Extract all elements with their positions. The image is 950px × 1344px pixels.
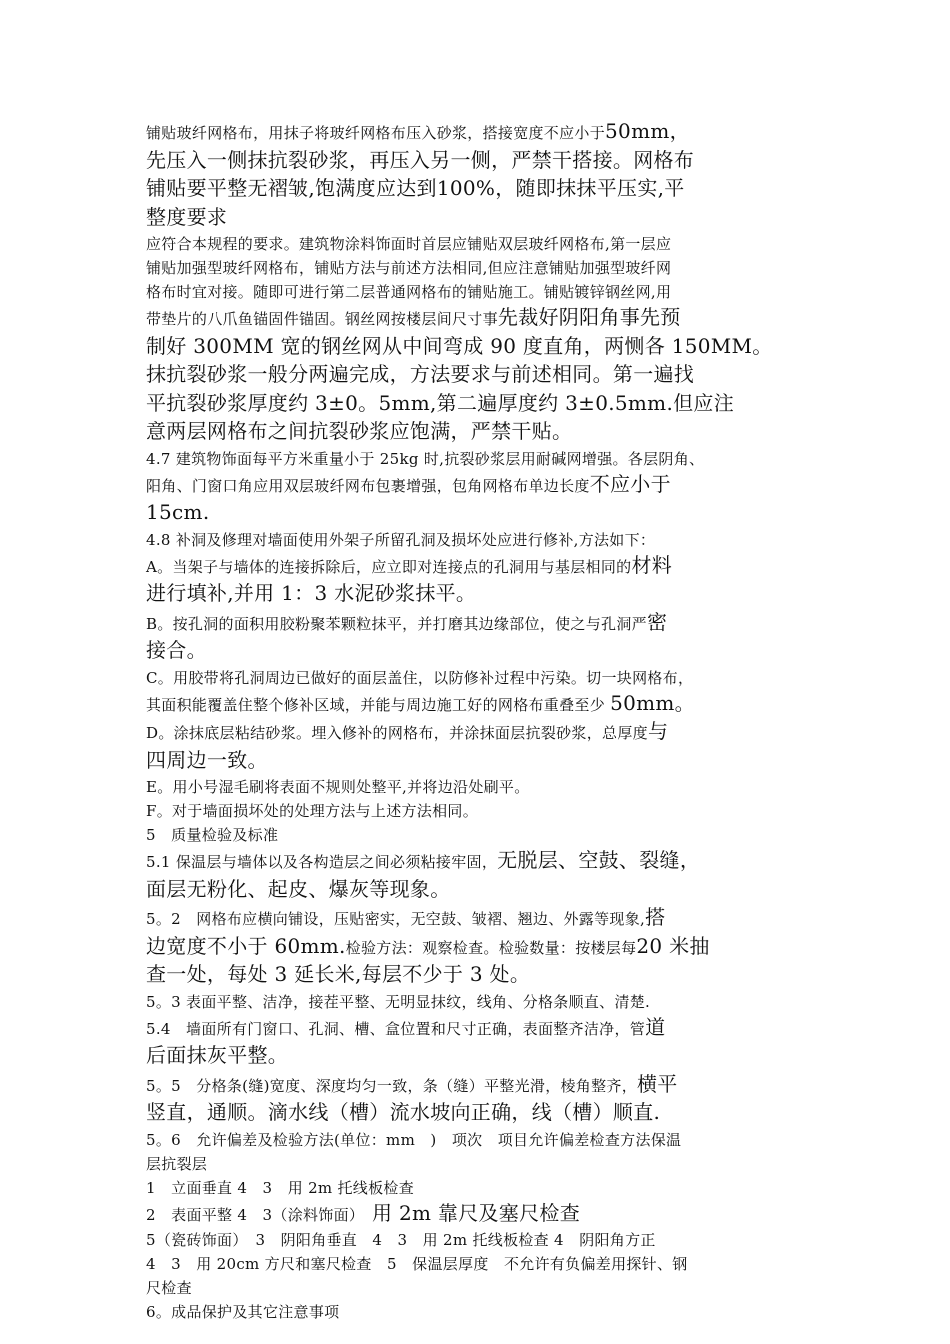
text-segment: 四周边一致。 — [146, 747, 268, 772]
text-segment: 4.8 补洞及修理对墙面使用外架子所留孔洞及损坏处应进行修补,方法如下： — [146, 530, 656, 549]
text-segment: B。按孔洞的面积用胶粉聚苯颗粒抹平，并打磨其边缘部位，使之与孔洞严 — [146, 614, 647, 633]
text-segment: 意两层网格布之间抗裂砂浆应饱满，严禁干贴。 — [146, 419, 573, 443]
text-line — [146, 580, 816, 609]
text-line — [146, 471, 816, 500]
text-line — [146, 1099, 816, 1128]
text-segment: C。用胶带将孔洞周边已做好的面层盖住，以防修补过程中污染。切一块网格布， — [146, 668, 694, 687]
text-line — [146, 747, 816, 776]
text-segment: 平抗裂砂浆厚度约 3±0。5mm,第二遍厚度约 3±0.5mm.但应注 — [146, 390, 735, 415]
text-line — [146, 333, 816, 362]
text-line — [146, 904, 816, 933]
text-segment: 无脱层、空鼓、裂缝， — [497, 848, 701, 872]
text-line — [146, 1176, 816, 1200]
text-line — [146, 823, 816, 847]
text-segment: 边宽度不小于 60mm. — [146, 933, 346, 958]
text-segment: 5。2 网格布应横向铺设，压贴密实，无空鼓、皱褶、翘边、外露等现象, — [146, 910, 646, 928]
text-segment: 50mm。 — [610, 690, 695, 715]
text-segment: 5 质量检验及标准 — [146, 826, 279, 844]
text-segment: 阳角、门窗口角应用双层玻纤网布包裹增强，包角网格布单边长度 — [146, 476, 590, 495]
text-segment: 5。5 分格条(缝)宽度、深度均匀一致，条（缝）平整光滑，棱角整齐， — [146, 1076, 637, 1095]
text-segment: 50mm， — [605, 119, 690, 143]
text-line — [146, 528, 816, 552]
text-segment: 不应小于 — [589, 471, 671, 496]
text-line — [146, 361, 816, 390]
text-line — [146, 1300, 816, 1324]
text-line — [146, 690, 816, 719]
text-segment: 横平 — [637, 1071, 678, 1096]
text-segment: 4.7 建筑物饰面每平方米重量小于 25kg 时,抗裂砂浆层用耐碱网增强。各层阴角、 — [146, 449, 705, 468]
text-line — [146, 1042, 816, 1071]
text-segment: 应符合本规程的要求。建筑物涂料饰面时首层应铺贴双层玻纤网格布,第一层应 — [146, 235, 672, 253]
text-line — [146, 961, 816, 990]
text-segment: 铺贴加强型玻纤网格布，铺贴方法与前述方法相同,但应注意铺贴加强型玻纤网 — [146, 259, 672, 277]
text-segment: 层抗裂层 — [146, 1154, 208, 1173]
text-line — [146, 876, 816, 905]
text-line — [146, 1200, 816, 1229]
text-segment: 先压入一侧抹抗裂砂浆，再压入另一侧，严禁干搭接。网格布 — [146, 147, 695, 172]
text-segment: 5（瓷砖饰面） 3 阴阳角垂直 4 3 用 2m 托线板检查 4 阴阳角方正 — [146, 1231, 656, 1249]
text-segment: 15cm. — [146, 500, 210, 524]
text-segment: 铺贴玻纤网格布，用抹子将玻纤网格布压入砂浆，搭接宽度不应小于 — [146, 124, 606, 142]
text-line — [146, 499, 816, 528]
text-line — [146, 552, 816, 581]
text-segment: 制好 300MM 宽的钢丝网从中间弯成 90 度直角，两恻各 150MM。 — [146, 333, 773, 358]
text-line — [146, 280, 816, 304]
text-line — [146, 990, 816, 1014]
text-line — [146, 256, 816, 280]
text-segment: 竖直，通顺。滴水线（槽）流水坡向正确，线（槽）顺直. — [146, 1100, 661, 1124]
text-line — [146, 799, 816, 823]
text-line — [146, 1128, 816, 1152]
text-segment: 4 3 用 20cm 方尺和塞尺检查 5 保温层厚度 不允许有负偏差用探针、钢 — [146, 1255, 688, 1273]
text-segment: 整度要求 — [146, 204, 228, 229]
text-segment: 2 表面平整 4 3（涂料饰面） — [146, 1205, 372, 1224]
text-segment: 其面积能覆盖住整个修补区域，并能与周边施工好的网格布重叠至少 — [146, 695, 611, 714]
text-segment: 材料 — [631, 552, 673, 577]
text-line — [146, 666, 816, 690]
text-segment: 6。成品保护及其它注意事项 — [146, 1303, 340, 1321]
text-segment: 用 2m 靠尺及塞尺检查 — [372, 1200, 581, 1225]
text-segment: 面层无粉化、起皮、爆灰等现象。 — [146, 876, 451, 901]
text-line — [146, 847, 816, 876]
text-segment: D。涂抹底层粘结砂浆。埋入修补的网格布，并涂抹面层抗裂砂浆，总厚度 — [146, 724, 648, 742]
text-line — [146, 1276, 816, 1300]
document-body — [146, 118, 816, 1324]
text-segment: A。当架子与墙体的连接拆除后，应立即对连接点的孔洞用与基层相同的 — [146, 557, 632, 576]
text-segment: 格布时宜对接。随即可进行第二层普通网格布的铺贴施工。铺贴镀锌钢丝网,用 — [146, 283, 672, 301]
text-segment: 5。3 表面平整、洁净，接茬平整、无明显抹纹，线角、分格条顺直、清楚. — [146, 992, 651, 1011]
text-line — [146, 1152, 816, 1176]
text-line — [146, 147, 816, 176]
text-segment: 检验方法：观察检查。检验数量：按楼层每 — [345, 938, 637, 957]
text-line — [146, 1252, 816, 1276]
text-segment: 进行填补,并用 1：3 水泥砂浆抹平。 — [146, 581, 477, 605]
text-line — [146, 933, 816, 962]
text-segment: 带垫片的八爪鱼锚固件锚固。钢丝网按楼层间尺寸事 — [146, 310, 498, 328]
text-segment: 尺检查 — [146, 1279, 192, 1297]
text-segment: 密 — [646, 609, 668, 634]
text-line — [146, 204, 816, 233]
text-segment: 后面抹灰平整。 — [146, 1043, 289, 1067]
text-segment: 铺贴要平整无褶皱,饱满度应达到100%，随即抹抹平压实,平 — [146, 176, 685, 200]
text-segment: 20 米抽 — [636, 933, 710, 958]
text-segment: 道 — [645, 1014, 666, 1039]
text-segment: F。对于墙面损坏处的处理方法与上述方法相同。 — [146, 802, 479, 820]
text-segment: E。用小号湿毛刷将表面不规则处整平,并将边沿处刷平。 — [146, 778, 530, 796]
text-line — [146, 718, 816, 747]
text-line — [146, 304, 816, 333]
text-line — [146, 118, 816, 147]
text-line — [146, 390, 816, 419]
text-line — [146, 232, 816, 256]
text-line — [146, 1228, 816, 1252]
text-segment: 查一处，每处 3 延长米,每层不少于 3 处。 — [146, 962, 531, 986]
text-line — [146, 175, 816, 204]
text-line — [146, 1071, 816, 1100]
text-line — [146, 1014, 816, 1043]
text-segment: 接合。 — [146, 638, 207, 662]
text-segment: 搭 — [645, 905, 666, 929]
text-line — [146, 637, 816, 666]
text-line — [146, 609, 816, 638]
text-segment: 5.4 墙面所有门窗口、孔洞、槽、盒位置和尺寸正确，表面整齐洁净，管 — [146, 1019, 646, 1038]
text-line — [146, 775, 816, 799]
text-line — [146, 447, 816, 471]
text-segment: 抹抗裂砂浆一般分两遍完成，方法要求与前述相同。第一遍找 — [146, 362, 695, 386]
text-segment: 与 — [647, 719, 669, 743]
text-line — [146, 418, 816, 447]
text-segment: 先裁好阴阳角事先预 — [497, 305, 681, 329]
text-segment: 5.1 保温层与墙体以及各构造层之间必须粘接牢固， — [146, 853, 498, 871]
text-segment: 1 立面垂直 4 3 用 2m 托线板检查 — [146, 1178, 415, 1197]
text-segment: 5。6 允许偏差及检验方法(单位：mm ) 项次 项目允许偏差检查方法保温 — [146, 1130, 682, 1149]
